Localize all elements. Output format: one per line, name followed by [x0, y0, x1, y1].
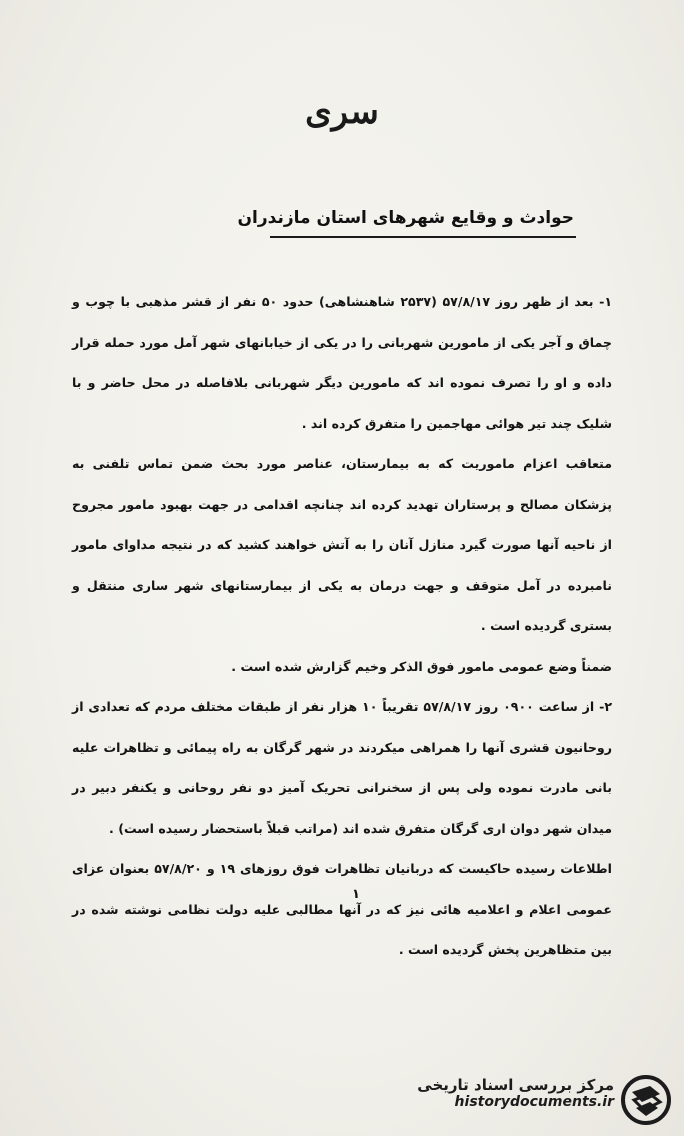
paragraph-2: متعاقب اعزام ماموریت که به بیمارستان، عناصر مورد بحث ضمن تماس تلفنی به پزشکان مصالح و پرستاران تهدید کرده اند چنانچه اقدامی در جهت بهبود مامور مجروح از ناحیه آنها صورت گیرد منازل آنان را به آتش خواهند کشید که در نتیجه مداوای مامور نامبرده در آمل متوقف و جهت درمان به یکی از بیمارستانهای شهر ساری منتقل و بستری گردیده است . — [72, 456, 612, 633]
paragraph-5: اطلاعات رسیده حاکیست که دربانیان تظاهرات فوق روزهای ۱۹ و ۵۷/۸/۲۰ بعنوان عزای عمومی اعلام و اعلامیه هائی نیز که در آنها مطالبی علیه دولت نظامی نوشته شده در بین متظاهرین پخش گردیده است . — [72, 861, 612, 957]
watermark-url: historydocuments.ir — [454, 1094, 614, 1110]
title-underline — [270, 236, 576, 238]
document-body — [72, 282, 612, 971]
classification-heading: سری — [305, 92, 379, 132]
archive-logo-icon — [620, 1074, 672, 1126]
source-watermark — [408, 1072, 678, 1128]
document-title: حوادث و وقایع شهرهای استان مازندران — [237, 208, 574, 228]
watermark-org-name: مرکز بررسی اسناد تاریخی — [417, 1076, 614, 1094]
paragraph-4: ۲- از ساعت ۰۹۰۰ روز ۵۷/۸/۱۷ تقریباً ۱۰ هزار نفر از طبقات مختلف مردم که تعدادی از روحانیون قشری آنها را همراهی میکردند در شهر گرگان به راه پیمائی و تظاهرات علیه بانی مادرت نموده ولی پس از سخنرانی تحریک آمیز دو نفر روحانی و یکنفر دبیر در میدان شهر دوان اری گرگان متفرق شده اند (مراتب قبلاً باستحضار رسیده است) . — [72, 699, 612, 836]
watermark-text — [417, 1076, 614, 1110]
footnote-mark: ۱ — [352, 887, 360, 902]
paragraph-3: ضمناً وضع عمومی مامور فوق الذکر وخیم گزارش شده است . — [231, 658, 612, 674]
paragraph-1: ۱- بعد از ظهر روز ۵۷/۸/۱۷ (۲۵۳۷ شاهنشاهی) حدود ۵۰ نفر از قشر مذهبی با چوب و چماق و آجر یکی از مامورین شهربانی را در یکی از خیابانهای شهر آمل مورد حمله قرار داده و او را تصرف نموده اند که مامورین دیگر شهربانی بلافاصله در محل حاضر و با شلیک چند تیر هوائی مهاجمین را متفرق کرده اند . — [72, 294, 613, 431]
